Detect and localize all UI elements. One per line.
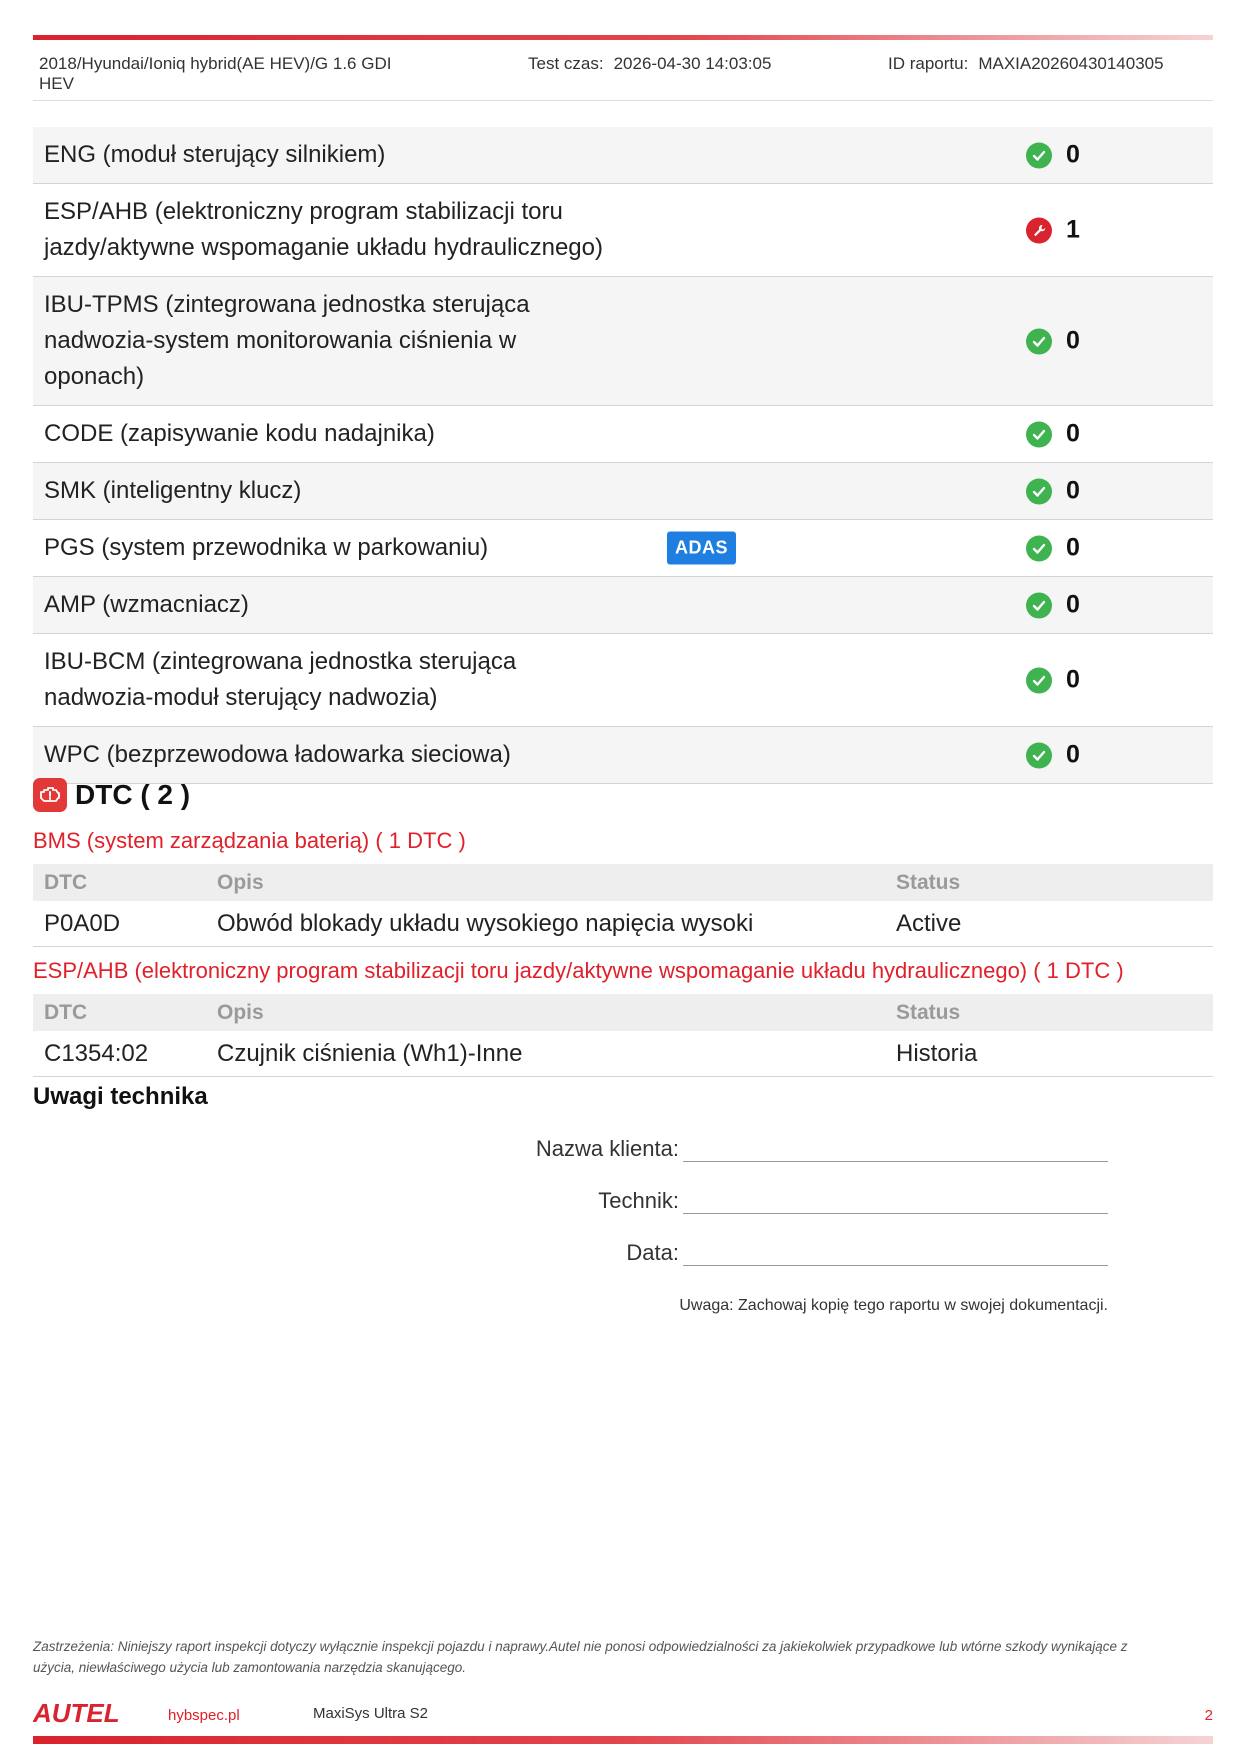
- system-row: [33, 727, 1213, 784]
- test-time-label: Test czas:: [528, 54, 604, 73]
- adas-badge-label: ADAS: [667, 532, 736, 565]
- check-icon: [1026, 535, 1052, 561]
- test-time-value: 2026-04-30 14:03:05: [613, 54, 772, 73]
- top-accent-bar: [33, 35, 1213, 40]
- system-row: [33, 277, 1213, 406]
- bottom-accent-bar: [33, 1736, 1213, 1744]
- dtc-count: 0: [1066, 533, 1080, 562]
- dtc-table-header: [33, 864, 1213, 901]
- dtc-count: 0: [1066, 476, 1080, 505]
- customer-name-field: [536, 1136, 1108, 1162]
- system-status: [1026, 477, 1080, 506]
- column-header-dtc: DTC: [33, 864, 206, 901]
- check-icon: [1026, 478, 1052, 504]
- dtc-description: Obwód blokady układu wysokiego napięcia wysoki: [206, 901, 885, 947]
- dtc-code: P0A0D: [33, 901, 206, 947]
- system-name: ENG (moduł sterujący silnikiem): [44, 141, 386, 168]
- system-row: [33, 577, 1213, 634]
- dtc-table: [33, 994, 1213, 1077]
- report-id-value: MAXIA20260430140305: [978, 54, 1164, 73]
- date-field: [626, 1240, 1108, 1266]
- dtc-count: 0: [1066, 590, 1080, 619]
- system-name: ESP/AHB (elektroniczny program stabilizacji toru jazdy/aktywne wspomaganie układu hydraulicznego): [44, 198, 603, 261]
- report-id: [888, 54, 1164, 74]
- dtc-count: 0: [1066, 419, 1080, 448]
- dtc-section-header: [33, 778, 190, 812]
- dtc-status: Active: [885, 901, 1213, 947]
- dtc-description: Czujnik ciśnienia (Wh1)-Inne: [206, 1031, 885, 1077]
- autel-logo: [33, 1700, 153, 1726]
- dtc-section-title: DTC ( 2 ): [75, 779, 191, 810]
- check-icon: [1026, 667, 1052, 693]
- device-name: MaxiSys Ultra S2: [313, 1705, 429, 1722]
- date-line: [683, 1241, 1108, 1266]
- system-status: [1026, 420, 1080, 449]
- technician-remarks-title: Uwagi technika: [33, 1083, 208, 1110]
- dtc-module-title: BMS (system zarządzania baterią) ( 1 DTC ): [33, 828, 466, 853]
- table-row: [33, 1031, 1213, 1077]
- system-name: SMK (inteligentny klucz): [44, 477, 302, 504]
- check-icon: [1026, 592, 1052, 618]
- autel-logo-text: AUTEL: [33, 1700, 120, 1726]
- dtc-count: 0: [1066, 665, 1080, 694]
- system-row: [33, 184, 1213, 277]
- page-footer: [33, 1700, 1213, 1730]
- dtc-status: Historia: [885, 1031, 1213, 1077]
- column-header-description: Opis: [206, 864, 885, 901]
- system-status: [1026, 327, 1080, 356]
- technician-field: [598, 1188, 1108, 1214]
- dtc-count: 0: [1066, 740, 1080, 769]
- system-status: [1026, 534, 1080, 563]
- keep-copy-note: Uwaga: Zachowaj kopię tego raportu w swojej dokumentacji.: [679, 1297, 1108, 1314]
- disclaimer: Zastrzeżenia: Niniejszy raport inspekcji dotyczy wyłącznie inspekcji pojazdu i naprawy.Autel nie ponosi odpowiedzialności za jakiekolwiek przypadkowe lub wtórne szkody wynikające z użycia, niewłaściwego użycia lub zamontowania narzędzia skanującego.: [33, 1639, 1128, 1675]
- system-row: [33, 406, 1213, 463]
- check-icon: [1026, 142, 1052, 168]
- system-name: IBU-BCM (zintegrowana jednostka sterująca nadwozia-moduł sterujący nadwozia): [44, 648, 517, 711]
- dtc-table-header: [33, 994, 1213, 1031]
- page-number: 2: [1204, 1707, 1213, 1724]
- dtc-module-title: ESP/AHB (elektroniczny program stabilizacji toru jazdy/aktywne wspomaganie układu hydraulicznego) ( 1 DTC ): [33, 958, 1124, 983]
- report-header: [33, 52, 1213, 101]
- column-header-status: Status: [885, 864, 1213, 901]
- test-time: [528, 54, 771, 74]
- column-header-status: Status: [885, 994, 1213, 1031]
- dtc-count: 0: [1066, 140, 1080, 169]
- dtc-count: 1: [1066, 215, 1080, 244]
- vehicle-info: 2018/Hyundai/Ioniq hybrid(AE HEV)/G 1.6 GDI HEV: [39, 54, 392, 93]
- date-label: Data:: [626, 1240, 679, 1265]
- system-list: [33, 127, 1213, 784]
- system-name: IBU-TPMS (zintegrowana jednostka sterująca nadwozia-system monitorowania ciśnienia w oponach): [44, 291, 530, 390]
- technician-line: [683, 1189, 1108, 1214]
- customer-name-line: [683, 1137, 1108, 1162]
- system-status: [1026, 666, 1080, 695]
- check-icon: [1026, 328, 1052, 354]
- system-name: WPC (bezprzewodowa ładowarka sieciowa): [44, 741, 511, 768]
- column-header-description: Opis: [206, 994, 885, 1031]
- system-row: [33, 634, 1213, 727]
- system-name: CODE (zapisywanie kodu nadajnika): [44, 420, 435, 447]
- site-link[interactable]: hybspec.pl: [168, 1707, 240, 1724]
- system-name: AMP (wzmacniacz): [44, 591, 249, 618]
- column-header-dtc: DTC: [33, 994, 206, 1031]
- engine-warning-icon: [33, 778, 67, 812]
- dtc-code: C1354:02: [33, 1031, 206, 1077]
- check-icon: [1026, 421, 1052, 447]
- system-status: [1026, 216, 1080, 245]
- report-id-label: ID raportu:: [888, 54, 969, 73]
- system-row: [33, 463, 1213, 520]
- table-row: [33, 901, 1213, 947]
- system-row: [33, 127, 1213, 184]
- system-status: [1026, 591, 1080, 620]
- technician-label: Technik:: [598, 1188, 679, 1213]
- adas-badge: [667, 532, 736, 565]
- dtc-table: [33, 864, 1213, 947]
- system-row: [33, 520, 1213, 577]
- system-status: [1026, 741, 1080, 770]
- customer-name-label: Nazwa klienta:: [535, 1136, 679, 1161]
- dtc-count: 0: [1066, 326, 1080, 355]
- check-icon: [1026, 742, 1052, 768]
- wrench-icon: [1026, 217, 1052, 243]
- system-name: PGS (system przewodnika w parkowaniu): [44, 534, 489, 561]
- system-status: [1026, 141, 1080, 170]
